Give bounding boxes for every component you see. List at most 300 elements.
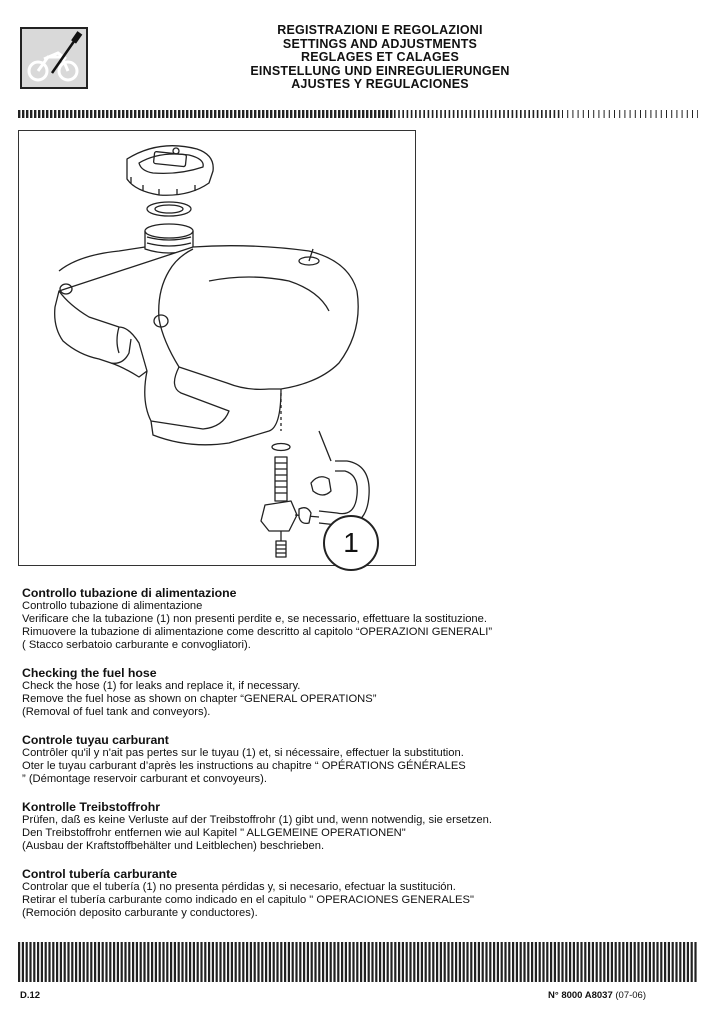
barcode-stripe (204, 942, 206, 982)
barcode-stripe (280, 942, 282, 982)
rule-stripe (102, 110, 104, 118)
barcode-stripe (447, 942, 449, 982)
barcode-stripe (45, 942, 47, 982)
rule-stripe (82, 110, 84, 118)
barcode-stripe (136, 942, 138, 982)
barcode-stripe (645, 942, 647, 982)
rule-stripe (457, 110, 459, 118)
barcode-stripe (478, 942, 480, 982)
header-title-es: AJUSTES Y REGULACIONES (291, 77, 469, 91)
rule-stripe (170, 110, 172, 118)
barcode-stripe (687, 942, 689, 982)
rule-stripe (106, 110, 108, 118)
barcode-stripe (569, 942, 571, 982)
document-code: N° 8000 A8037 (548, 990, 613, 1001)
rule-stripe (190, 110, 192, 118)
section-heading: Controllo tubazione di alimentazione (22, 586, 237, 600)
barcode-stripe (121, 942, 123, 982)
rule-stripe (407, 110, 409, 118)
rule-stripe (90, 110, 92, 118)
barcode-stripe (428, 942, 430, 982)
barcode-stripe (170, 942, 172, 982)
barcode-stripe (554, 942, 556, 982)
barcode-stripe (459, 942, 461, 982)
section-line: ” (Démontage reservoir carburant et convoyeurs). (22, 773, 267, 785)
barcode-stripe (432, 942, 434, 982)
page-number: D.12 (20, 990, 41, 1001)
rule-stripe (614, 110, 615, 118)
rule-stripe (86, 110, 88, 118)
barcode-stripe (185, 942, 187, 982)
barcode-stripe (356, 942, 358, 982)
barcode-stripe (159, 942, 161, 982)
barcode-stripe (273, 942, 275, 982)
rule-stripe (254, 110, 256, 118)
barcode-stripe (664, 942, 666, 982)
barcode-stripe (231, 942, 233, 982)
rule-stripe (635, 110, 636, 118)
barcode-stripe (421, 942, 423, 982)
rule-stripe (671, 110, 672, 118)
barcode-stripe (470, 942, 472, 982)
rule-stripe (486, 110, 488, 118)
rule-stripe (242, 110, 244, 118)
section-line: (Remoción deposito carburante y conductores). (22, 907, 258, 919)
rule-stripe (394, 110, 396, 118)
barcode-stripe (599, 942, 601, 982)
barcode-stripe (223, 942, 225, 982)
fuel-tank-figure (18, 130, 416, 566)
rule-stripe (118, 110, 120, 118)
barcode-stripe (79, 942, 81, 982)
document-date: (07-06) (615, 990, 646, 1001)
barcode-stripe (303, 942, 305, 982)
rule-stripe (26, 110, 28, 118)
barcode-stripe (668, 942, 670, 982)
section-line: Prüfen, daß es keine Verluste auf der Treibstoffrohr (1) gibt und, wenn notwendig, sie ersetzen. (22, 814, 492, 826)
section-heading: Controle tuyau carburant (22, 733, 169, 747)
rule-stripe (310, 110, 312, 118)
barcode-stripe (375, 942, 377, 982)
rule-stripe (666, 110, 667, 118)
rule-stripe (130, 110, 132, 118)
barcode-stripe (360, 942, 362, 982)
barcode-stripe (261, 942, 263, 982)
barcode-stripe (284, 942, 286, 982)
barcode-stripe (64, 942, 66, 982)
barcode-stripe (580, 942, 582, 982)
rule-stripe (266, 110, 268, 118)
rule-stripe (230, 110, 232, 118)
barcode-stripe (299, 942, 301, 982)
barcode-stripe (250, 942, 252, 982)
barcode-stripe (337, 942, 339, 982)
barcode-stripe (318, 942, 320, 982)
barcode-stripe (679, 942, 681, 982)
barcode-stripe (501, 942, 503, 982)
rule-stripe (520, 110, 522, 118)
barcode-stripe (656, 942, 658, 982)
rule-stripe (428, 110, 430, 118)
rule-stripe (512, 110, 514, 118)
barcode-stripe (455, 942, 457, 982)
barcode-stripe (641, 942, 643, 982)
section-line: Rimuovere la tubazione di alimentazione come descritto al capitolo “OPERAZIONI GENERALI” (22, 626, 493, 638)
barcode-stripe (409, 942, 411, 982)
rule-stripe (18, 110, 20, 118)
section-line: (Ausbau der Kraftstoffbehälter und Leitblechen) beschrieben. (22, 840, 325, 852)
rule-stripe (398, 110, 400, 118)
rule-stripe (354, 110, 356, 118)
rule-stripe (682, 110, 683, 118)
rule-stripe (218, 110, 220, 118)
rule-stripe (58, 110, 60, 118)
barcode-stripe (307, 942, 309, 982)
rule-stripe (554, 110, 556, 118)
barcode-stripe (269, 942, 271, 982)
barcode-stripe (497, 942, 499, 982)
header-title-it: REGISTRAZIONI E REGOLAZIONI (277, 23, 483, 37)
barcode-stripe (48, 942, 50, 982)
rule-stripe (350, 110, 352, 118)
barcode-stripe (56, 942, 58, 982)
rule-stripe (562, 110, 563, 118)
rule-stripe (182, 110, 184, 118)
section-spanish (22, 867, 682, 920)
barcode-stripe (151, 942, 153, 982)
barcode-stripe (193, 942, 195, 982)
rule-stripe (572, 110, 573, 118)
rule-stripe (382, 110, 384, 118)
barcode-stripe (26, 942, 28, 982)
rule-stripe (374, 110, 376, 118)
rule-stripe (94, 110, 96, 118)
footer-barcode-band (18, 942, 698, 982)
rule-stripe (198, 110, 200, 118)
rule-stripe (640, 110, 641, 118)
rule-stripe (578, 110, 579, 118)
barcode-stripe (345, 942, 347, 982)
barcode-stripe (672, 942, 674, 982)
rule-stripe (358, 110, 360, 118)
barcode-stripe (330, 942, 332, 982)
barcode-stripe (550, 942, 552, 982)
section-line: Remove the fuel hose as shown on chapter “GENERAL OPERATIONS” (22, 693, 377, 705)
rule-stripe (411, 110, 413, 118)
barcode-stripe (212, 942, 214, 982)
barcode-stripe (314, 942, 316, 982)
rule-stripe (419, 110, 421, 118)
barcode-stripe (322, 942, 324, 982)
rule-stripe (66, 110, 68, 118)
barcode-stripe (485, 942, 487, 982)
barcode-stripe (561, 942, 563, 982)
barcode-stripe (208, 942, 210, 982)
barcode-stripe (603, 942, 605, 982)
rule-stripe (150, 110, 152, 118)
barcode-stripe (124, 942, 126, 982)
barcode-stripe (113, 942, 115, 982)
barcode-stripe (504, 942, 506, 982)
barcode-stripe (71, 942, 73, 982)
barcode-stripe (436, 942, 438, 982)
rule-stripe (516, 110, 518, 118)
barcode-stripe (311, 942, 313, 982)
barcode-stripe (596, 942, 598, 982)
barcode-stripe (147, 942, 149, 982)
barcode-stripe (29, 942, 31, 982)
barcode-stripe (618, 942, 620, 982)
rule-stripe (114, 110, 116, 118)
section-line: Verificare che la tubazione (1) non presenti perdite e, se necessario, effettuare la sostituzione. (22, 613, 487, 625)
barcode-stripe (489, 942, 491, 982)
barcode-stripe (649, 942, 651, 982)
barcode-stripe (349, 942, 351, 982)
barcode-stripe (694, 942, 696, 982)
rule-stripe (687, 110, 688, 118)
barcode-stripe (383, 942, 385, 982)
barcode-stripe (174, 942, 176, 982)
barcode-stripe (197, 942, 199, 982)
barcode-stripe (189, 942, 191, 982)
barcode-stripe (86, 942, 88, 982)
rule-stripe (661, 110, 662, 118)
barcode-stripe (75, 942, 77, 982)
rule-stripe (134, 110, 136, 118)
rule-stripe (30, 110, 32, 118)
rule-stripe (262, 110, 264, 118)
rule-stripe (318, 110, 320, 118)
rule-stripe (274, 110, 276, 118)
barcode-stripe (109, 942, 111, 982)
barcode-stripe (254, 942, 256, 982)
rule-stripe (314, 110, 316, 118)
rule-stripe (290, 110, 292, 118)
barcode-stripe (292, 942, 294, 982)
rule-stripe (499, 110, 501, 118)
section-line: Contrôler qu'il y n'ait pas pertes sur le tuyau (1) et, si nécessaire, effectuer la substitution. (22, 747, 464, 759)
rule-stripe (270, 110, 272, 118)
barcode-stripe (413, 942, 415, 982)
rule-stripe (609, 110, 610, 118)
rule-stripe (194, 110, 196, 118)
barcode-stripe (660, 942, 662, 982)
rule-stripe (326, 110, 328, 118)
barcode-stripe (558, 942, 560, 982)
rule-stripe (593, 110, 594, 118)
rule-stripe (294, 110, 296, 118)
rule-stripe (386, 110, 388, 118)
barcode-stripe (132, 942, 134, 982)
barcode-stripe (463, 942, 465, 982)
rule-stripe (346, 110, 348, 118)
rule-stripe (146, 110, 148, 118)
callout-number: 1 (323, 515, 379, 571)
rule-stripe (250, 110, 252, 118)
rule-stripe (444, 110, 446, 118)
rule-stripe (122, 110, 124, 118)
section-heading: Kontrolle Treibstoffrohr (22, 800, 160, 814)
barcode-stripe (466, 942, 468, 982)
instructions (22, 586, 682, 934)
rule-stripe (470, 110, 472, 118)
rule-stripe (234, 110, 236, 118)
barcode-stripe (683, 942, 685, 982)
barcode-stripe (607, 942, 609, 982)
rule-stripe (432, 110, 434, 118)
section-heading: Control tubería carburante (22, 867, 178, 881)
rule-stripe (202, 110, 204, 118)
rule-stripe (214, 110, 216, 118)
barcode-stripe (364, 942, 366, 982)
document-number (548, 990, 646, 1001)
section-logo (20, 27, 88, 89)
rule-stripe (342, 110, 344, 118)
barcode-stripe (542, 942, 544, 982)
barcode-stripe (516, 942, 518, 982)
barcode-stripe (523, 942, 525, 982)
rule-stripe (491, 110, 493, 118)
section-line: Controlar que el tubería (1) no presenta pérdidas y, si necesario, efectuar la sustitución. (22, 881, 456, 893)
rule-stripe (645, 110, 646, 118)
rule-stripe (138, 110, 140, 118)
rule-stripe (282, 110, 284, 118)
barcode-stripe (242, 942, 244, 982)
barcode-stripe (577, 942, 579, 982)
barcode-stripe (295, 942, 297, 982)
rule-stripe (549, 110, 551, 118)
fuel-tank-drawing (19, 131, 415, 565)
barcode-stripe (588, 942, 590, 982)
rule-stripe (306, 110, 308, 118)
rule-stripe (210, 110, 212, 118)
rule-stripe (630, 110, 631, 118)
rule-stripe (440, 110, 442, 118)
rule-stripe (541, 110, 543, 118)
barcode-stripe (425, 942, 427, 982)
rule-stripe (415, 110, 417, 118)
rule-stripe (158, 110, 160, 118)
rule-stripe (34, 110, 36, 118)
barcode-stripe (622, 942, 624, 982)
rule-stripe (46, 110, 48, 118)
rule-stripe (650, 110, 651, 118)
barcode-stripe (394, 942, 396, 982)
barcode-stripe (417, 942, 419, 982)
rule-stripe (495, 110, 497, 118)
rule-stripe (697, 110, 698, 118)
header-title-de: EINSTELLUNG UND EINREGULIERUNGEN (250, 63, 510, 78)
barcode-stripe (508, 942, 510, 982)
barcode-stripe (626, 942, 628, 982)
barcode-stripe (531, 942, 533, 982)
rule-stripe (474, 110, 476, 118)
rule-stripe (222, 110, 224, 118)
barcode-stripe (546, 942, 548, 982)
rule-stripe (524, 110, 526, 118)
rule-stripe (507, 110, 509, 118)
rule-stripe (286, 110, 288, 118)
rule-stripe (178, 110, 180, 118)
rule-stripe (62, 110, 64, 118)
rule-stripe (449, 110, 451, 118)
rule-stripe (453, 110, 455, 118)
section-line: Controllo tubazione di alimentazione (22, 600, 203, 612)
barcode-stripe (398, 942, 400, 982)
barcode-stripe (333, 942, 335, 982)
barcode-stripe (37, 942, 39, 982)
barcode-stripe (246, 942, 248, 982)
rule-stripe (38, 110, 40, 118)
barcode-stripe (611, 942, 613, 982)
rule-stripe (54, 110, 56, 118)
rule-stripe (322, 110, 324, 118)
rule-stripe (110, 110, 112, 118)
rule-stripe (206, 110, 208, 118)
section-english (22, 666, 682, 719)
rule-stripe (50, 110, 52, 118)
barcode-stripe (474, 942, 476, 982)
rule-stripe (226, 110, 228, 118)
rule-stripe (537, 110, 539, 118)
barcode-stripe (178, 942, 180, 982)
rule-stripe (258, 110, 260, 118)
barcode-stripe (18, 942, 20, 982)
rule-stripe (142, 110, 144, 118)
header-title-fr: REGLAGES ET CALAGES (301, 50, 459, 64)
barcode-stripe (630, 942, 632, 982)
rule-stripe (302, 110, 304, 118)
barcode-stripe (22, 942, 24, 982)
barcode-stripe (181, 942, 183, 982)
rule-stripe (174, 110, 176, 118)
barcode-stripe (387, 942, 389, 982)
rule-stripe (126, 110, 128, 118)
rule-stripe (588, 110, 589, 118)
rule-stripe (338, 110, 340, 118)
rule-stripe (186, 110, 188, 118)
barcode-stripe (634, 942, 636, 982)
rule-stripe (246, 110, 248, 118)
barcode-stripe (402, 942, 404, 982)
rule-stripe (78, 110, 80, 118)
barcode-stripe (67, 942, 69, 982)
barcode-stripe (539, 942, 541, 982)
barcode-stripe (128, 942, 130, 982)
barcode-stripe (440, 942, 442, 982)
barcode-stripe (565, 942, 567, 982)
barcode-stripe (90, 942, 92, 982)
rule-stripe (528, 110, 530, 118)
barcode-stripe (265, 942, 267, 982)
rule-stripe (583, 110, 584, 118)
rule-stripe (423, 110, 425, 118)
barcode-stripe (155, 942, 157, 982)
barcode-stripe (444, 942, 446, 982)
barcode-stripe (257, 942, 259, 982)
section-italian (22, 586, 682, 652)
barcode-stripe (341, 942, 343, 982)
barcode-stripe (520, 942, 522, 982)
rule-stripe (298, 110, 300, 118)
header-title-en: SETTINGS AND ADJUSTMENTS (282, 36, 478, 51)
barcode-stripe (41, 942, 43, 982)
barcode-stripe (573, 942, 575, 982)
rule-stripe (465, 110, 467, 118)
barcode-stripe (200, 942, 202, 982)
rule-stripe (624, 110, 625, 118)
rule-stripe (334, 110, 336, 118)
